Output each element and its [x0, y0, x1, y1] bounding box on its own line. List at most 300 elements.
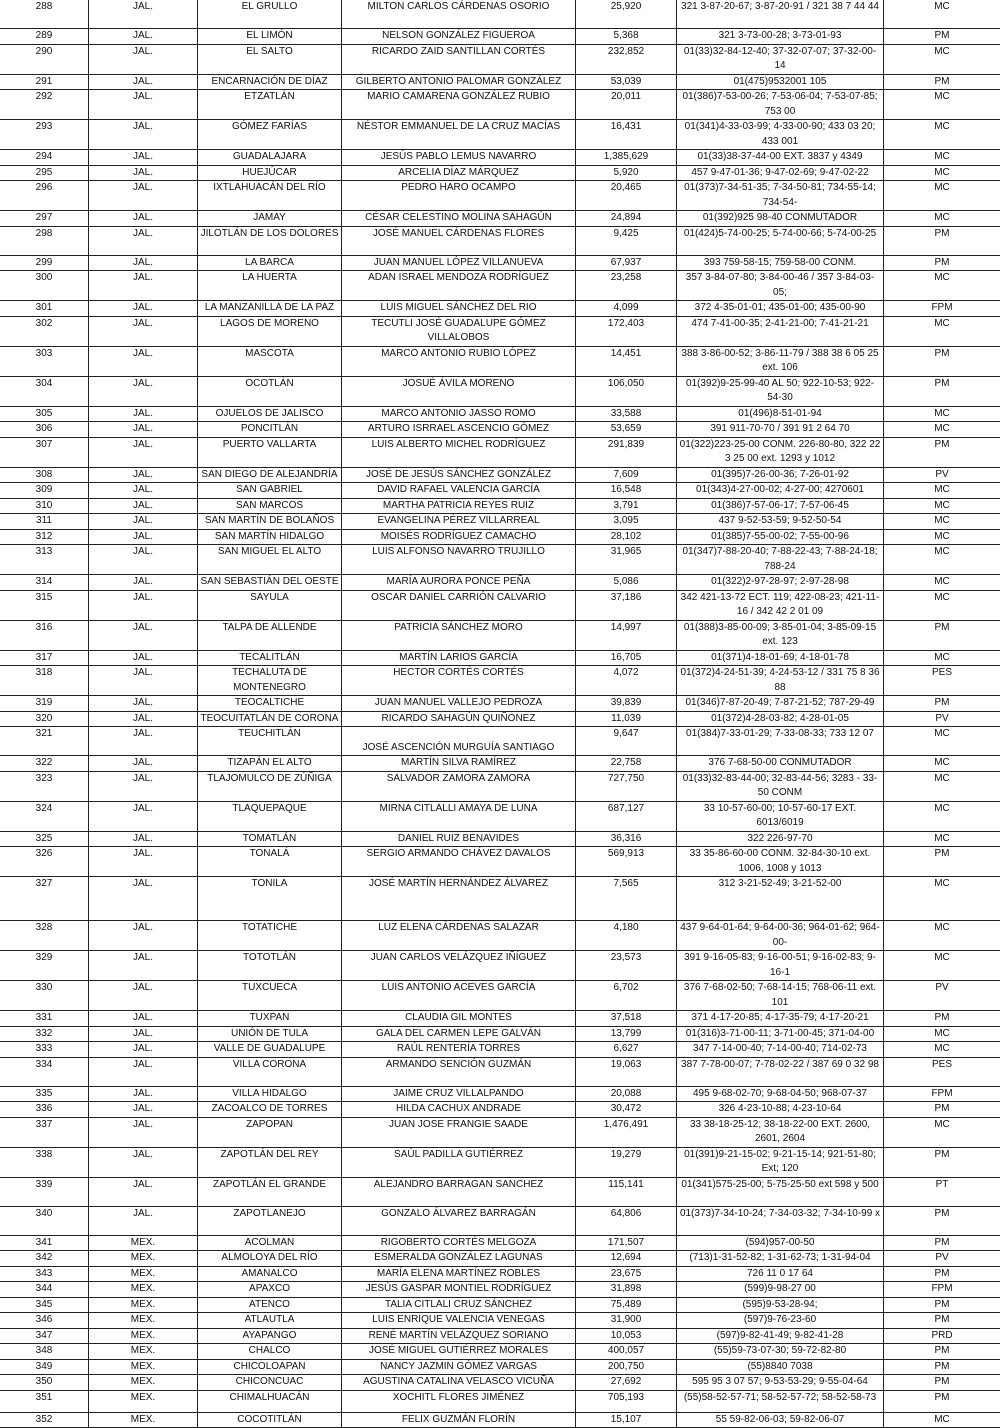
table-row — [0, 666, 1000, 696]
mayor-name-cell: DAVID RAFAEL VALENCIA GARCÍA — [342, 483, 576, 499]
table-row — [0, 437, 1000, 467]
row-number: 319 — [0, 696, 89, 712]
municipality-cell: JILOTLÁN DE LOS DOLORES — [198, 226, 342, 255]
municipality-cell: UNIÓN DE TULA — [198, 1026, 342, 1042]
state-cell: JAL. — [89, 847, 198, 877]
state-cell: JAL. — [89, 1117, 198, 1147]
table-row — [0, 467, 1000, 483]
party-cell: MC — [884, 90, 1000, 120]
row-number: 296 — [0, 181, 89, 211]
phone-cell: 312 3-21-52-49; 3-21-52-00 — [677, 877, 884, 921]
party-cell: MC — [884, 1412, 1000, 1428]
row-number: 336 — [0, 1102, 89, 1118]
row-number: 295 — [0, 165, 89, 181]
table-row — [0, 1057, 1000, 1086]
mayor-name-cell: GILBERTO ANTONIO PALOMAR GONZÁLEZ — [342, 74, 576, 90]
phone-cell: 01(385)7-55-00-02; 7-55-00-96 — [677, 529, 884, 545]
mayor-name-cell: LUIS MIGUEL SÁNCHEZ DEL RIO — [342, 301, 576, 317]
table-row — [0, 422, 1000, 438]
population-cell: 53,659 — [576, 422, 677, 438]
population-cell: 11,039 — [576, 711, 677, 727]
row-number: 326 — [0, 847, 89, 877]
municipality-cell: SAN SEBASTIÁN DEL OESTE — [198, 575, 342, 591]
phone-cell: 01(341)4-33-03-99; 4-33-00-90; 433 03 20; 433 001 — [677, 120, 884, 150]
phone-cell: 01(395)7-26-00-36; 7-26-01-92 — [677, 467, 884, 483]
row-number: 316 — [0, 620, 89, 650]
party-cell: PM — [884, 696, 1000, 712]
table-row — [0, 1390, 1000, 1412]
population-cell: 22,758 — [576, 756, 677, 772]
row-number: 288 — [0, 0, 89, 29]
population-cell: 12,694 — [576, 1251, 677, 1267]
phone-cell: 321 3-73-00-28; 3-73-01-93 — [677, 29, 884, 45]
row-number: 338 — [0, 1147, 89, 1177]
state-cell: JAL. — [89, 422, 198, 438]
row-number: 349 — [0, 1359, 89, 1375]
table-row — [0, 271, 1000, 301]
row-number: 301 — [0, 301, 89, 317]
row-number: 311 — [0, 514, 89, 530]
party-cell: MC — [884, 181, 1000, 211]
municipality-cell: MASCOTA — [198, 346, 342, 376]
row-number: 339 — [0, 1177, 89, 1206]
row-number: 304 — [0, 376, 89, 406]
municipality-cell: OCOTLÁN — [198, 376, 342, 406]
phone-cell: 322 226-97-70 — [677, 831, 884, 847]
population-cell: 400,057 — [576, 1344, 677, 1360]
row-number: 340 — [0, 1206, 89, 1235]
population-cell: 15,107 — [576, 1412, 677, 1428]
row-number: 333 — [0, 1042, 89, 1058]
state-cell: JAL. — [89, 165, 198, 181]
mayor-name-cell: GONZALO ÁLVAREZ BARRAGÁN — [342, 1206, 576, 1235]
state-cell: MEX. — [89, 1412, 198, 1428]
municipality-cell: VALLE DE GUADALUPE — [198, 1042, 342, 1058]
population-cell: 36,316 — [576, 831, 677, 847]
state-cell: JAL. — [89, 1011, 198, 1027]
phone-cell: 01(372)4-24-51-39; 4-24-53-12 / 331 75 8 36 88 — [677, 666, 884, 696]
population-cell: 569,913 — [576, 847, 677, 877]
municipality-cell: TUXPAN — [198, 1011, 342, 1027]
municipality-cell: TEOCALTICHE — [198, 696, 342, 712]
municipality-cell: ALMOLOYA DEL RÍO — [198, 1251, 342, 1267]
mayor-name-cell: JUAN CARLOS VELÁZQUEZ IÑÍGUEZ — [342, 951, 576, 981]
population-cell: 31,965 — [576, 545, 677, 575]
phone-cell: 342 421-13-72 ECT. 119; 422-08-23; 421-11-16 / 342 42 2 01 09 — [677, 590, 884, 620]
phone-cell: (597)9-76-23-60 — [677, 1313, 884, 1329]
mayor-name-cell: XOCHITL FLORES JIMÉNEZ — [342, 1390, 576, 1412]
state-cell: JAL. — [89, 529, 198, 545]
phone-cell: 437 9-52-53-59; 9-52-50-54 — [677, 514, 884, 530]
table-row — [0, 1011, 1000, 1027]
state-cell: JAL. — [89, 1206, 198, 1235]
party-cell: PT — [884, 1177, 1000, 1206]
table-row — [0, 981, 1000, 1011]
row-number: 331 — [0, 1011, 89, 1027]
table-row — [0, 120, 1000, 150]
party-cell: PM — [884, 74, 1000, 90]
phone-cell: 01(392)9-25-99-40 AL 50; 922-10-53; 922-54-30 — [677, 376, 884, 406]
phone-cell: 01(384)7-33-01-29; 7-33-08-33; 733 12 07 — [677, 727, 884, 756]
table-row — [0, 1328, 1000, 1344]
phone-cell: 01(373)7-34-51-35; 7-34-50-81; 734-55-14; 734-54- — [677, 181, 884, 211]
state-cell: JAL. — [89, 771, 198, 801]
row-number: 341 — [0, 1235, 89, 1251]
state-cell: JAL. — [89, 437, 198, 467]
municipality-cell: EL LIMÓN — [198, 29, 342, 45]
party-cell: MC — [884, 483, 1000, 499]
party-cell: PES — [884, 666, 1000, 696]
row-number: 317 — [0, 650, 89, 666]
state-cell: JAL. — [89, 1177, 198, 1206]
municipality-cell: ENCARNACIÓN DE DÍAZ — [198, 74, 342, 90]
state-cell: JAL. — [89, 316, 198, 346]
party-cell: PM — [884, 1359, 1000, 1375]
population-cell: 64,806 — [576, 1206, 677, 1235]
mayor-name-cell: LUIS ANTONIO ACEVES GARCÍA — [342, 981, 576, 1011]
row-number: 328 — [0, 921, 89, 951]
mayor-name-cell: MILTON CARLOS CÁRDENAS OSORIO — [342, 0, 576, 29]
mayor-name-cell: JOSÉ ASCENCIÓN MURGUÍA SANTIAGO — [342, 727, 576, 756]
party-cell: MC — [884, 771, 1000, 801]
phone-cell: 01(386)7-53-00-26; 7-53-06-04; 7-53-07-85; 753 00 — [677, 90, 884, 120]
mayor-name-cell: NANCY JAZMIN GÓMEZ VARGAS — [342, 1359, 576, 1375]
mayor-name-cell: ALEJANDRO BARRAGAN SANCHEZ — [342, 1177, 576, 1206]
population-cell: 13,799 — [576, 1026, 677, 1042]
population-cell: 172,403 — [576, 316, 677, 346]
party-cell: PM — [884, 1235, 1000, 1251]
municipality-cell: OJUELOS DE JALISCO — [198, 406, 342, 422]
mayor-name-cell: JOSÉ DE JESÚS SÁNCHEZ GONZÁLEZ — [342, 467, 576, 483]
population-cell: 115,141 — [576, 1177, 677, 1206]
party-cell: MC — [884, 590, 1000, 620]
population-cell: 23,573 — [576, 951, 677, 981]
party-cell: PV — [884, 467, 1000, 483]
state-cell: JAL. — [89, 498, 198, 514]
state-cell: JAL. — [89, 181, 198, 211]
row-number: 325 — [0, 831, 89, 847]
state-cell: JAL. — [89, 211, 198, 227]
party-cell: FPM — [884, 301, 1000, 317]
party-cell: MC — [884, 120, 1000, 150]
phone-cell: 01(391)9-21-15-02; 9-21-15-14; 921-51-80; Ext; 120 — [677, 1147, 884, 1177]
party-cell: PRD — [884, 1328, 1000, 1344]
party-cell: MC — [884, 650, 1000, 666]
table-row — [0, 90, 1000, 120]
state-cell: JAL. — [89, 120, 198, 150]
mayor-name-cell: MARTÍN LARIOS GARCÍA — [342, 650, 576, 666]
mayor-name-cell: LUIS ALFONSO NAVARRO TRUJILLO — [342, 545, 576, 575]
population-cell: 16,548 — [576, 483, 677, 499]
party-cell: PM — [884, 1297, 1000, 1313]
table-row — [0, 1235, 1000, 1251]
party-cell: PM — [884, 847, 1000, 877]
population-cell: 4,180 — [576, 921, 677, 951]
population-cell: 10,053 — [576, 1328, 677, 1344]
table-row — [0, 376, 1000, 406]
row-number: 332 — [0, 1026, 89, 1042]
phone-cell: 474 7-41-00-35; 2-41-21-00; 7-41-21-21 — [677, 316, 884, 346]
phone-cell: (599)9-98-27 00 — [677, 1282, 884, 1298]
state-cell: MEX. — [89, 1328, 198, 1344]
mayor-name-cell: NELSON GONZÁLEZ FIGUEROA — [342, 29, 576, 45]
population-cell: 23,258 — [576, 271, 677, 301]
municipality-cell: CHALCO — [198, 1344, 342, 1360]
state-cell: JAL. — [89, 346, 198, 376]
row-number: 310 — [0, 498, 89, 514]
state-cell: JAL. — [89, 226, 198, 255]
party-cell: PM — [884, 1344, 1000, 1360]
party-cell: PM — [884, 437, 1000, 467]
mayor-name-cell: JAIME CRUZ VILLALPANDO — [342, 1086, 576, 1102]
phone-cell: 01(371)4-18-01-69; 4-18-01-78 — [677, 650, 884, 666]
state-cell: JAL. — [89, 1042, 198, 1058]
municipality-cell: JAMAY — [198, 211, 342, 227]
mayor-name-cell: MOISÉS RODRÍGUEZ CAMACHO — [342, 529, 576, 545]
population-cell: 9,425 — [576, 226, 677, 255]
table-row — [0, 650, 1000, 666]
municipality-cell: GUADALAJARA — [198, 150, 342, 166]
population-cell: 106,050 — [576, 376, 677, 406]
table-row — [0, 1359, 1000, 1375]
population-cell: 687,127 — [576, 801, 677, 831]
row-number: 348 — [0, 1344, 89, 1360]
table-row — [0, 711, 1000, 727]
population-cell: 75,489 — [576, 1297, 677, 1313]
table-row — [0, 1266, 1000, 1282]
municipality-cell: ZAPOTLÁN EL GRANDE — [198, 1177, 342, 1206]
mayor-name-cell: RICARDO ZAID SANTILLAN CORTÉS — [342, 44, 576, 74]
table-row — [0, 181, 1000, 211]
municipality-cell: APAXCO — [198, 1282, 342, 1298]
phone-cell: 01(388)3-85-00-09; 3-85-01-04; 3-85-09-15 ext. 123 — [677, 620, 884, 650]
mayor-name-cell: ARCELIA DÍAZ MÁRQUEZ — [342, 165, 576, 181]
row-number: 343 — [0, 1266, 89, 1282]
phone-cell: (713)1-31-52-82; 1-31-62-73; 1-31-94-04 — [677, 1251, 884, 1267]
population-cell: 16,705 — [576, 650, 677, 666]
row-number: 337 — [0, 1117, 89, 1147]
table-row — [0, 0, 1000, 29]
municipality-cell: SAN MARCOS — [198, 498, 342, 514]
mayor-name-cell: TALIA CITLALI CRUZ SÁNCHEZ — [342, 1297, 576, 1313]
table-row — [0, 150, 1000, 166]
mayor-name-cell: JUAN MANUEL VALLEJO PEDROZA — [342, 696, 576, 712]
phone-cell: 457 9-47-01-36; 9-47-02-69; 9-47-02-22 — [677, 165, 884, 181]
mayor-name-cell: ARMANDO SENCIÓN GUZMÁN — [342, 1057, 576, 1086]
population-cell: 31,898 — [576, 1282, 677, 1298]
row-number: 306 — [0, 422, 89, 438]
row-number: 294 — [0, 150, 89, 166]
population-cell: 31,900 — [576, 1313, 677, 1329]
mayor-name-cell: MARTÍN SILVA RAMÍREZ — [342, 756, 576, 772]
state-cell: JAL. — [89, 514, 198, 530]
party-cell: MC — [884, 165, 1000, 181]
table-row — [0, 1297, 1000, 1313]
table-row — [0, 514, 1000, 530]
phone-cell: 33 38-18-25-12; 38-18-22-00 EXT. 2600, 2601, 2604 — [677, 1117, 884, 1147]
population-cell: 232,852 — [576, 44, 677, 74]
phone-cell: 393 759-58-15; 759-58-00 CONM. — [677, 255, 884, 271]
party-cell: MC — [884, 514, 1000, 530]
row-number: 297 — [0, 211, 89, 227]
state-cell: JAL. — [89, 921, 198, 951]
state-cell: MEX. — [89, 1359, 198, 1375]
table-row — [0, 771, 1000, 801]
party-cell: MC — [884, 150, 1000, 166]
row-number: 347 — [0, 1328, 89, 1344]
mayor-name-cell: PATRICIA SÁNCHEZ MORO — [342, 620, 576, 650]
mayor-name-cell: LUIS ALBERTO MICHEL RODRÍGUEZ — [342, 437, 576, 467]
population-cell: 4,072 — [576, 666, 677, 696]
party-cell: PM — [884, 1375, 1000, 1391]
phone-cell: 01(341)575-25-00; 5-75-25-50 ext 598 y 500 — [677, 1177, 884, 1206]
row-number: 289 — [0, 29, 89, 45]
municipality-cell: ZAPOTLANEJO — [198, 1206, 342, 1235]
population-cell: 705,193 — [576, 1390, 677, 1412]
table-row — [0, 590, 1000, 620]
population-cell: 24,894 — [576, 211, 677, 227]
party-cell: PM — [884, 1011, 1000, 1027]
municipality-cell: TLAJOMULCO DE ZÚÑIGA — [198, 771, 342, 801]
phone-cell: (55)58-52-57-71; 58-52-57-72; 58-52-58-73 — [677, 1390, 884, 1412]
population-cell: 171,507 — [576, 1235, 677, 1251]
table-row — [0, 226, 1000, 255]
mayor-name-cell: JUAN MANUEL LÓPEZ VILLANUEVA — [342, 255, 576, 271]
party-cell: PM — [884, 1390, 1000, 1412]
population-cell: 53,039 — [576, 74, 677, 90]
municipality-cell: TOMATLÁN — [198, 831, 342, 847]
row-number: 334 — [0, 1057, 89, 1086]
phone-cell: 347 7-14-00-40; 7-14-00-40; 714-02-73 — [677, 1042, 884, 1058]
population-cell: 67,937 — [576, 255, 677, 271]
mayor-name-cell: JOSÉ MARTÍN HERNÁNDEZ ÁLVAREZ — [342, 877, 576, 921]
party-cell: FPM — [884, 1282, 1000, 1298]
population-cell: 3,791 — [576, 498, 677, 514]
party-cell: MC — [884, 831, 1000, 847]
municipality-cell: VILLA CORONA — [198, 1057, 342, 1086]
state-cell: JAL. — [89, 620, 198, 650]
phone-cell: 33 10-57-60-00; 10-57-60-17 EXT. 6013/6019 — [677, 801, 884, 831]
row-number: 314 — [0, 575, 89, 591]
state-cell: JAL. — [89, 545, 198, 575]
phone-cell: 01(347)7-88-20-40; 7-88-22-43; 7-88-24-18; 788-24 — [677, 545, 884, 575]
population-cell: 14,997 — [576, 620, 677, 650]
row-number: 291 — [0, 74, 89, 90]
mayor-name-cell: MARCO ANTONIO RUBIO LÓPEZ — [342, 346, 576, 376]
phone-cell: 01(386)7-57-06-17; 7-57-06-45 — [677, 498, 884, 514]
table-row — [0, 498, 1000, 514]
phone-cell: 01(496)8-51-01-94 — [677, 406, 884, 422]
mayor-name-cell: MARIO CAMARENA GONZÁLEZ RUBIO — [342, 90, 576, 120]
phone-cell: 388 3-86-00-52; 3-86-11-79 / 388 38 6 05 25 ext. 106 — [677, 346, 884, 376]
row-number: 312 — [0, 529, 89, 545]
mayor-name-cell: RAÚL RENTERÍA TORRES — [342, 1042, 576, 1058]
table-row — [0, 620, 1000, 650]
table-row — [0, 29, 1000, 45]
state-cell: MEX. — [89, 1235, 198, 1251]
phone-cell: 321 3-87-20-67; 3-87-20-91 / 321 38 7 44 44 — [677, 0, 884, 29]
party-cell: PM — [884, 1102, 1000, 1118]
population-cell: 23,675 — [576, 1266, 677, 1282]
municipality-cell: ACOLMAN — [198, 1235, 342, 1251]
party-cell: PM — [884, 1147, 1000, 1177]
population-cell: 37,186 — [576, 590, 677, 620]
state-cell: MEX. — [89, 1297, 198, 1313]
mayor-name-cell: CLAUDIA GIL MONTES — [342, 1011, 576, 1027]
municipality-cell: TOTATICHE — [198, 921, 342, 951]
party-cell: MC — [884, 951, 1000, 981]
mayor-name-cell: JESÚS GASPAR MONTIEL RODRÍGUEZ — [342, 1282, 576, 1298]
state-cell: JAL. — [89, 590, 198, 620]
row-number: 327 — [0, 877, 89, 921]
row-number: 300 — [0, 271, 89, 301]
table-row — [0, 575, 1000, 591]
municipality-cell: TONALÁ — [198, 847, 342, 877]
table-row — [0, 1117, 1000, 1147]
state-cell: JAL. — [89, 301, 198, 317]
population-cell: 5,920 — [576, 165, 677, 181]
population-cell: 6,627 — [576, 1042, 677, 1058]
municipality-cell: HUEJÚCAR — [198, 165, 342, 181]
party-cell: MC — [884, 756, 1000, 772]
phone-cell: 371 4-17-20-85; 4-17-35-79; 4-17-20-21 — [677, 1011, 884, 1027]
population-cell: 291,839 — [576, 437, 677, 467]
state-cell: MEX. — [89, 1266, 198, 1282]
row-number: 324 — [0, 801, 89, 831]
party-cell: PM — [884, 346, 1000, 376]
mayor-name-cell: MARTHA PATRICIA REYES RUIZ — [342, 498, 576, 514]
table-row — [0, 1206, 1000, 1235]
municipality-cell: ZAPOPAN — [198, 1117, 342, 1147]
party-cell: MC — [884, 0, 1000, 29]
state-cell: JAL. — [89, 271, 198, 301]
mayor-name-cell: PEDRO HARO OCAMPO — [342, 181, 576, 211]
row-number: 302 — [0, 316, 89, 346]
row-number: 335 — [0, 1086, 89, 1102]
municipality-cell: ATLAUTLA — [198, 1313, 342, 1329]
party-cell: PM — [884, 376, 1000, 406]
phone-cell: 01(373)7-34-10-24; 7-34-03-32; 7-34-10-99 x — [677, 1206, 884, 1235]
phone-cell: 01(33)32-83-44-00; 32-83-44-56; 3283 - 33-50 CONM — [677, 771, 884, 801]
row-number: 290 — [0, 44, 89, 74]
municipality-cell: TLAQUEPAQUE — [198, 801, 342, 831]
state-cell: JAL. — [89, 406, 198, 422]
phone-cell: 01(316)3-71-00-11; 3-71-00-45; 371-04-00 — [677, 1026, 884, 1042]
table-row — [0, 545, 1000, 575]
mayor-name-cell: SAÚL PADILLA GUTIÉRREZ — [342, 1147, 576, 1177]
state-cell: JAL. — [89, 727, 198, 756]
row-number: 330 — [0, 981, 89, 1011]
party-cell: PV — [884, 711, 1000, 727]
state-cell: JAL. — [89, 150, 198, 166]
phone-cell: 372 4-35-01-01; 435-01-00; 435-00-90 — [677, 301, 884, 317]
party-cell: PM — [884, 29, 1000, 45]
municipality-cell: LA BARCA — [198, 255, 342, 271]
table-row — [0, 951, 1000, 981]
state-cell: MEX. — [89, 1313, 198, 1329]
party-cell: MC — [884, 44, 1000, 74]
party-cell: PV — [884, 981, 1000, 1011]
municipality-cell: AYAPANGO — [198, 1328, 342, 1344]
party-cell: MC — [884, 498, 1000, 514]
mayor-name-cell: SALVADOR ZAMORA ZAMORA — [342, 771, 576, 801]
municipality-cell: SAN MARTÍN HIDALGO — [198, 529, 342, 545]
row-number: 346 — [0, 1313, 89, 1329]
row-number: 320 — [0, 711, 89, 727]
table-row — [0, 831, 1000, 847]
mayor-name-cell: CÉSAR CELESTINO MOLINA SAHAGÚN — [342, 211, 576, 227]
party-cell: PM — [884, 226, 1000, 255]
